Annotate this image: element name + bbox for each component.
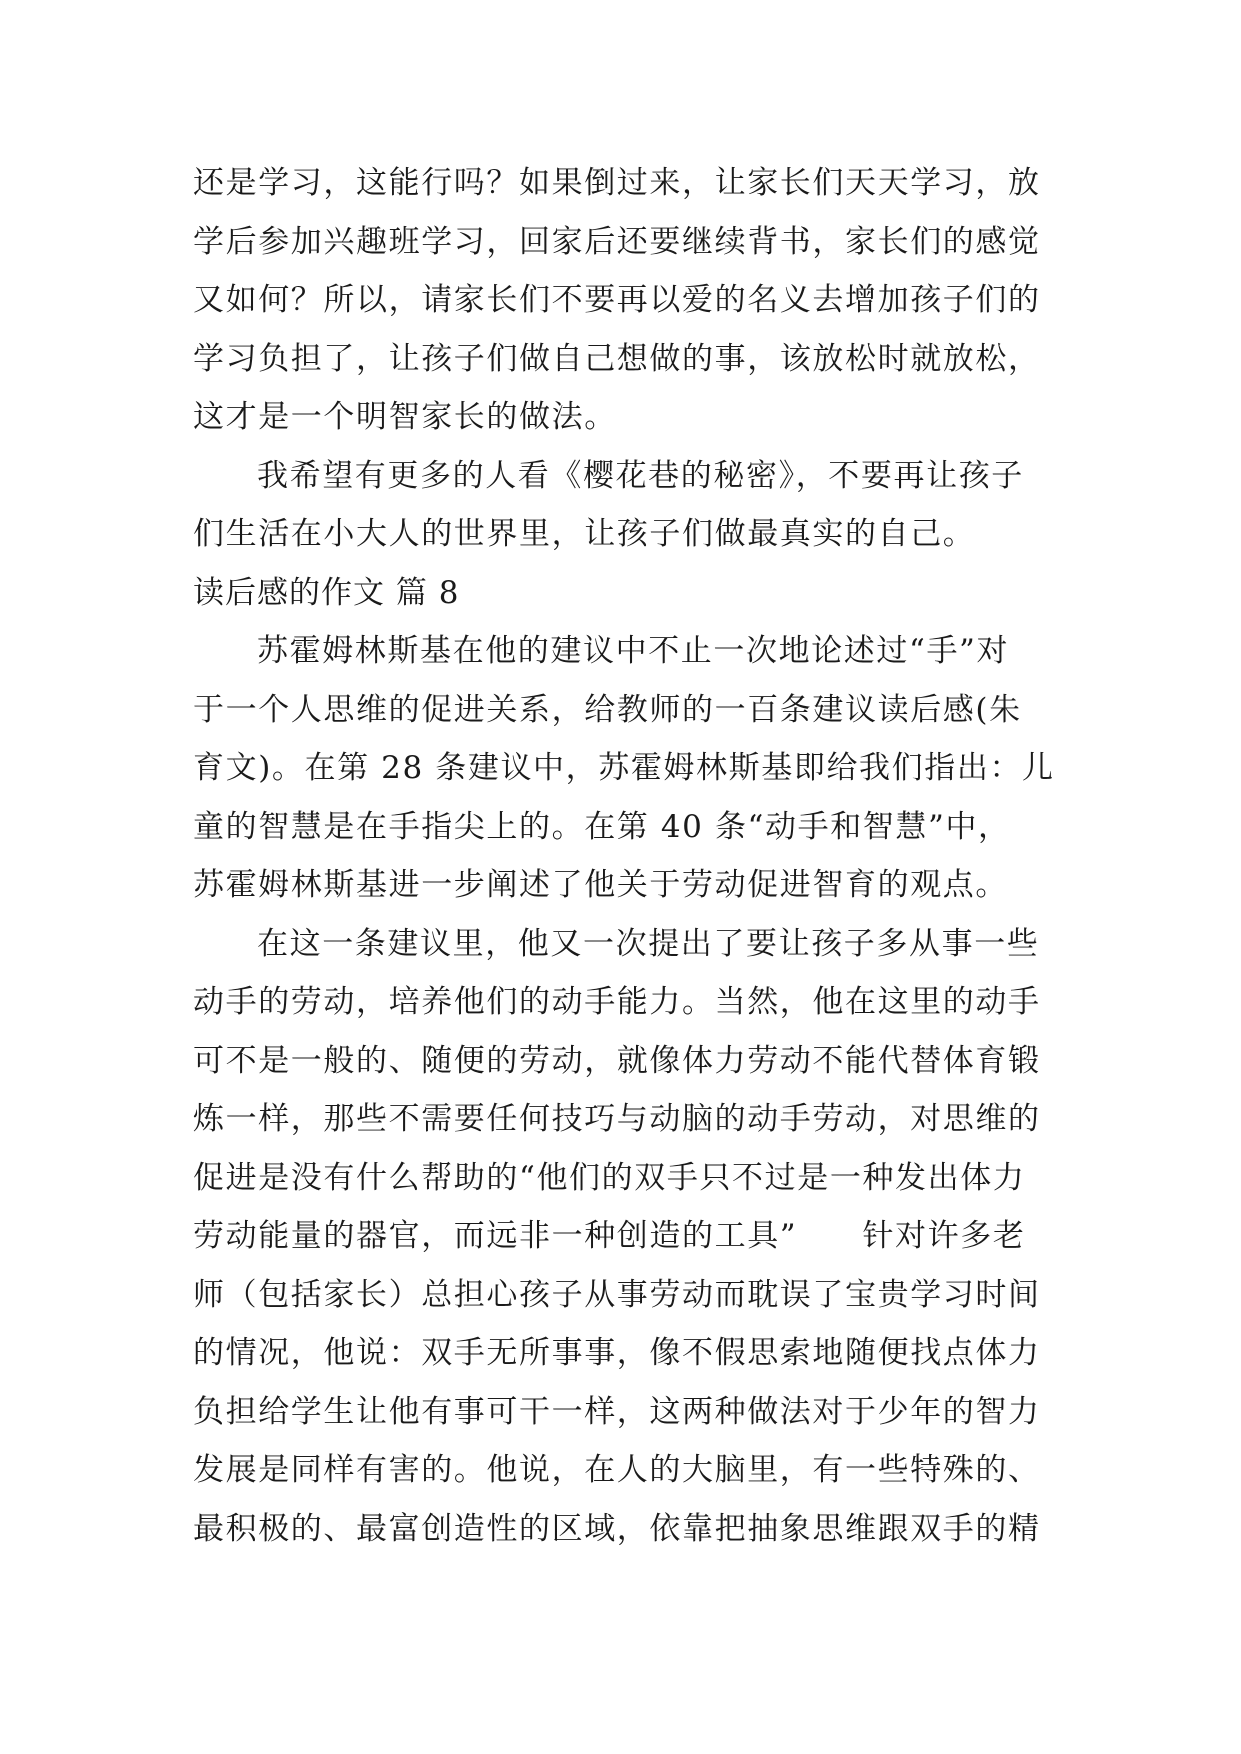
text-line: 我希望有更多的人看《樱花巷的秘密》，不要再让孩子: [257, 457, 1024, 494]
text-line: 的情况，他说：双手无所事事，像不假思索地随便找点体力: [193, 1335, 1041, 1371]
document-body: [193, 154, 1073, 1558]
text-line: 促进是没有什么帮助的“他们的双手只不过是一种发出体力: [193, 1159, 1026, 1196]
text-line: 们生活在小大人的世界里，让孩子们做最真实的自己。: [193, 516, 976, 552]
text-line: 可不是一般的、随便的劳动，就像体力劳动不能代替体育锻: [193, 1042, 1041, 1079]
text-line: 学习负担了，让孩子们做自己想做的事，该放松时就放松，: [193, 340, 1041, 377]
text-line: 苏霍姆林斯基进一步阐述了他关于劳动促进智育的观点。: [193, 867, 1008, 903]
text-line: 童的智慧是在手指尖上的。在第 40 条“动手和智慧”中，: [193, 808, 1011, 845]
text-line: 动手的劳动，培养他们的动手能力。当然，他在这里的动手: [193, 984, 1041, 1020]
text-line: 又如何？所以，请家长们不要再以爱的名义去增加孩子们的: [193, 282, 1041, 318]
text-line: 负担给学生让他有事可干一样，这两种做法对于少年的智力: [193, 1393, 1041, 1430]
text-line: 于一个人思维的促进关系，给教师的一百条建议读后感(朱: [193, 691, 1022, 728]
section-heading: 读后感的作文 篇 8: [193, 574, 460, 611]
text-line: 最积极的、最富创造性的区域，依靠把抽象思维跟双手的精: [193, 1510, 1041, 1547]
text-line: 学后参加兴趣班学习，回家后还要继续背书，家长们的感觉: [193, 223, 1041, 260]
text-line: 劳动能量的器官，而远非一种创造的工具” 针对许多老: [193, 1218, 1026, 1254]
text-line: 师（包括家长）总担心孩子从事劳动而耽误了宝贵学习时间: [193, 1276, 1041, 1313]
text-line: 发展是同样有害的。他说，在人的大脑里，有一些特殊的、: [193, 1452, 1041, 1488]
text-line: 还是学习，这能行吗？如果倒过来，让家长们天天学习，放: [193, 165, 1041, 201]
text-line: 苏霍姆林斯基在他的建议中不止一次地论述过“手”对: [257, 633, 1010, 669]
text-line: 这才是一个明智家长的做法。: [193, 399, 617, 435]
text-line: 育文)。在第 28 条建议中，苏霍姆林斯基即给我们指出：儿: [193, 750, 1055, 786]
text-line: 炼一样，那些不需要任何技巧与动脑的动手劳动，对思维的: [193, 1101, 1041, 1137]
text-line: 在这一条建议里，他又一次提出了要让孩子多从事一些: [257, 925, 1040, 962]
